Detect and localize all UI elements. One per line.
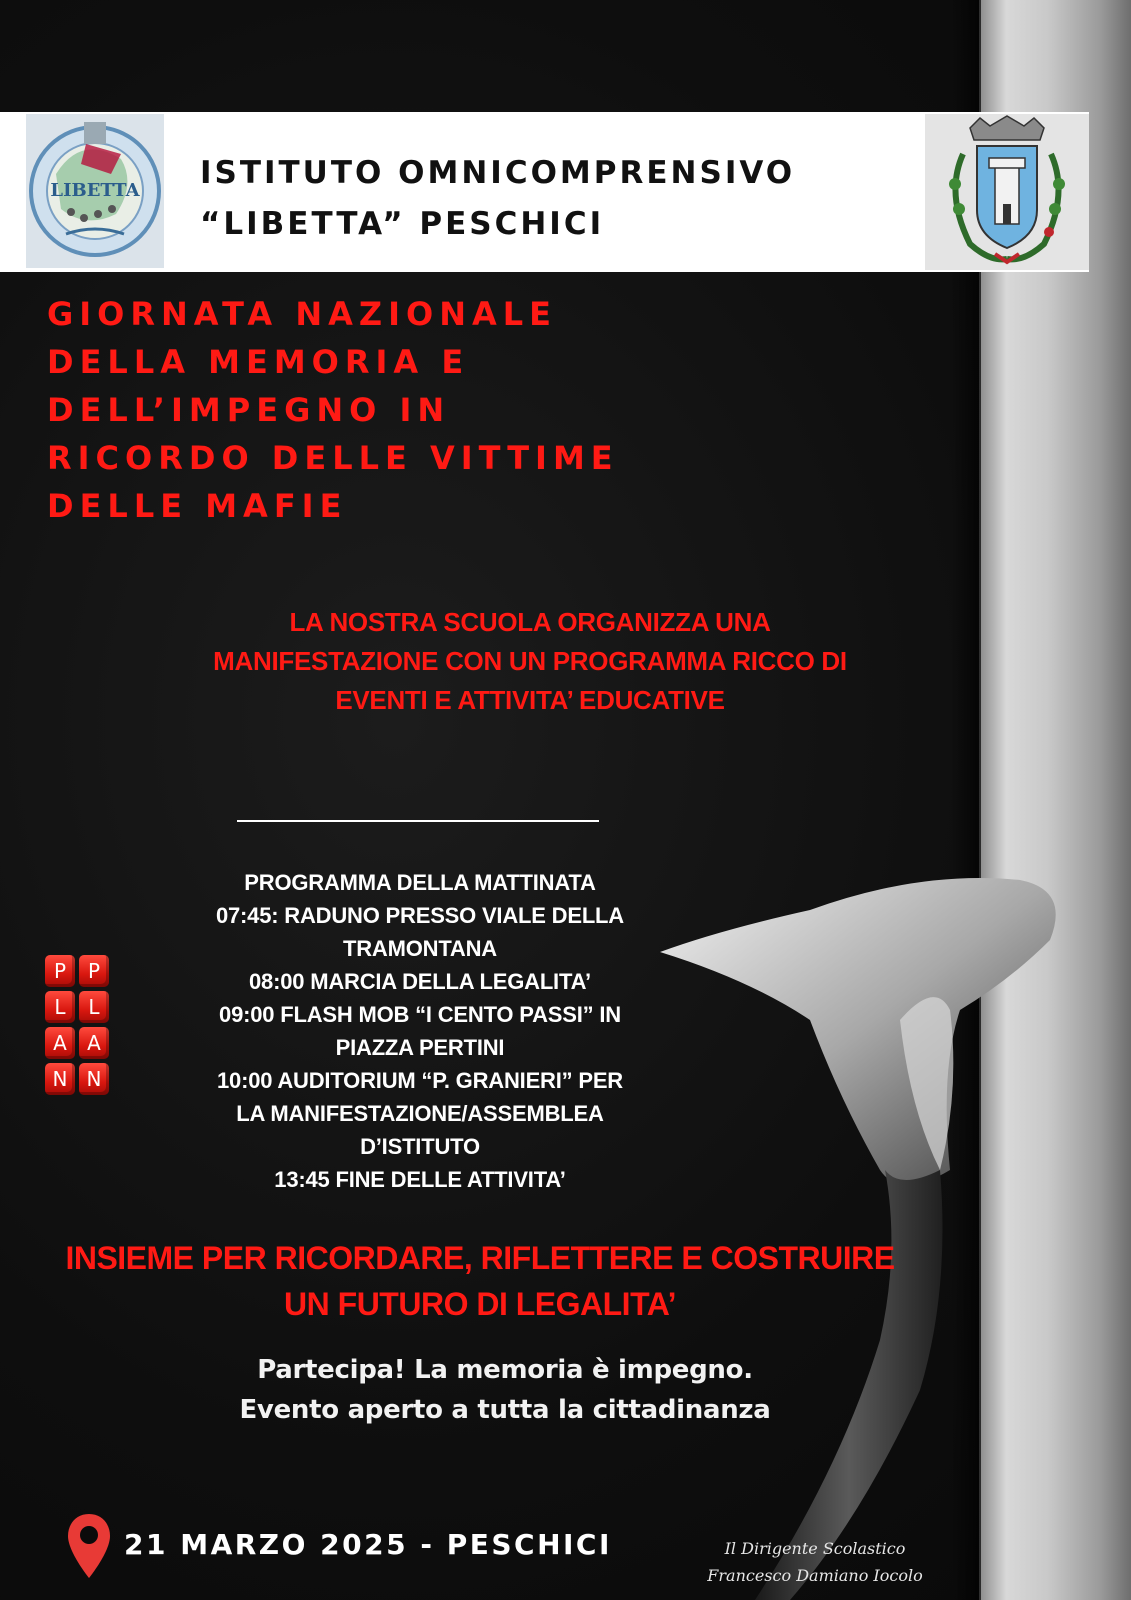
- org-line: EVENTI E ATTIVITA’ EDUCATIVE: [335, 685, 725, 715]
- logo-left-text: LIBETTA: [50, 180, 140, 201]
- signature-role: Il Dirigente Scolastico: [724, 1539, 906, 1558]
- program-line: 08:00 MARCIA DELLA LEGALITA’: [249, 969, 591, 994]
- org-line: MANIFESTAZIONE CON UN PROGRAMMA RICCO DI: [213, 646, 847, 676]
- plan-cube: N: [79, 1063, 109, 1095]
- organization-statement: [130, 603, 930, 720]
- plan-cube: L: [45, 991, 75, 1023]
- program-line: LA MANIFESTAZIONE/ASSEMBLEA: [236, 1101, 604, 1126]
- morning-program: [160, 866, 680, 1196]
- institute-line-2: “LIBETTA” PESCHICI: [200, 206, 605, 242]
- title-line: RICORDO DELLE VITTIME: [47, 439, 619, 477]
- participate-line: Partecipa! La memoria è impegno.: [257, 1355, 753, 1385]
- header-band: [0, 112, 1089, 272]
- location-pin-icon: [66, 1512, 112, 1580]
- title-line: DELLE MAFIE: [47, 487, 348, 525]
- program-line: 09:00 FLASH MOB “I CENTO PASSI” IN: [219, 1002, 621, 1027]
- slogan: [40, 1235, 920, 1327]
- plan-cube: N: [45, 1063, 75, 1095]
- institute-title: [200, 148, 900, 250]
- event-date-location: 21 MARZO 2025 - PESCHICI: [124, 1528, 612, 1561]
- program-line: 10:00 AUDITORIUM “P. GRANIERI” PER: [217, 1068, 623, 1093]
- plan-cube: L: [79, 991, 109, 1023]
- title-line: GIORNATA NAZIONALE: [47, 295, 557, 333]
- event-title: [47, 290, 667, 530]
- title-line: DELL’IMPEGNO IN: [47, 391, 451, 429]
- slogan-line: INSIEME PER RICORDARE, RIFLETTERE E COSTRUIRE: [65, 1240, 895, 1276]
- title-line: DELLA MEMORIA E: [47, 343, 470, 381]
- participate-line: Evento aperto a tutta la cittadinanza: [239, 1395, 771, 1425]
- program-line: 13:45 FINE DELLE ATTIVITA’: [274, 1167, 566, 1192]
- plan-cube: P: [79, 955, 109, 987]
- plan-cube: A: [79, 1027, 109, 1059]
- program-line: PIAZZA PERTINI: [335, 1035, 505, 1060]
- program-line: 07:45: RADUNO PRESSO VIALE DELLA: [215, 903, 624, 928]
- institute-line-1: ISTITUTO OMNICOMPRENSIVO: [200, 155, 796, 191]
- program-line: D’ISTITUTO: [360, 1134, 480, 1159]
- participate-message: [180, 1350, 830, 1430]
- program-line: TRAMONTANA: [342, 936, 497, 961]
- plan-cube: P: [45, 955, 75, 987]
- signature-name: Francesco Damiano Iocolo: [707, 1566, 923, 1585]
- program-line: PROGRAMMA DELLA MATTINATA: [244, 870, 596, 895]
- divider-line: [237, 820, 599, 822]
- town-coat-of-arms: [925, 114, 1089, 270]
- school-logo: [26, 114, 164, 268]
- org-line: LA NOSTRA SCUOLA ORGANIZZA UNA: [289, 607, 771, 637]
- signature-block: [680, 1535, 950, 1589]
- slogan-line: UN FUTURO DI LEGALITA’: [284, 1286, 676, 1322]
- plan-cube: A: [45, 1027, 75, 1059]
